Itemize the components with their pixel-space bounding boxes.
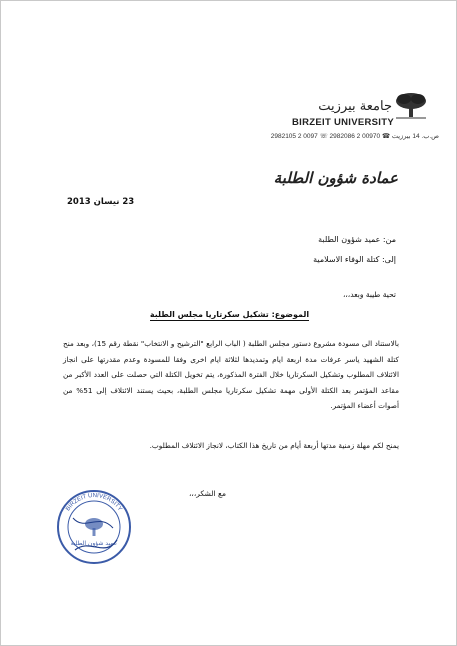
letter-body-deadline: يمنح لكم مهلة زمنية مدتها أربعة أيام من تاريخ هذا الكتاب، لانجاز الائتلاف المطلوب. (149, 441, 399, 450)
university-logo (284, 91, 434, 131)
official-stamp (55, 488, 133, 566)
department-title: عمادة شؤون الطلبة (273, 169, 398, 187)
closing: مع الشكر،،، (189, 489, 226, 498)
contact-info: ص.ب. 14 بيرزيت ☎ 00970 2 2982086 ☏ 0097 2 2982105 (270, 133, 439, 140)
svg-text:عميد شؤون الطلبة: عميد شؤون الطلبة (70, 540, 118, 547)
greeting: تحية طيبة وبعد،،، (342, 290, 396, 299)
olive-tree-icon (394, 91, 428, 119)
letter-from: من: عميد شؤون الطلبة (318, 235, 396, 244)
letter-subject (1, 310, 457, 319)
letter-date: 23 نيسان 2013 (67, 197, 135, 207)
subject-text: الموضوع: تشكيل سكرتاريا مجلس الطلبة (149, 310, 310, 319)
svg-text:BIRZEIT UNIVERSITY: BIRZEIT UNIVERSITY (65, 492, 123, 513)
letter-body: بالاستناد الى مسودة مشروع دستور مجلس الطلبة ( الباب الرابع "الترشيح و الانتخاب" نقطة رقم 15)، وبعد منح كتلة الشهيد ياسر عرفات مدة اربعة ايام وتمديدها لثلاثة ايام اخرى وفقا للمسودة وعدم مقدرتها على انجاز الائتلاف المطلوب وتشكيل السكرتاريا خلال الفترة المذكورة، يتم تخويل الكتلة التي حصلت على العدد الأكبر من مقاعد المؤتمر بعد الكتلة الأولى مهمة تشكيل سكرتاريا مجلس الطلبة، بحيث يستند الائتلاف إلى 51% من أصوات أعضاء المؤتمر. (63, 339, 400, 411)
letter-to: إلى: كتلة الوفاء الاسلامية (313, 255, 396, 264)
university-name-ar: جامعة بيرزيت (318, 99, 392, 114)
university-name-en: BIRZEIT UNIVERSITY (292, 117, 394, 128)
